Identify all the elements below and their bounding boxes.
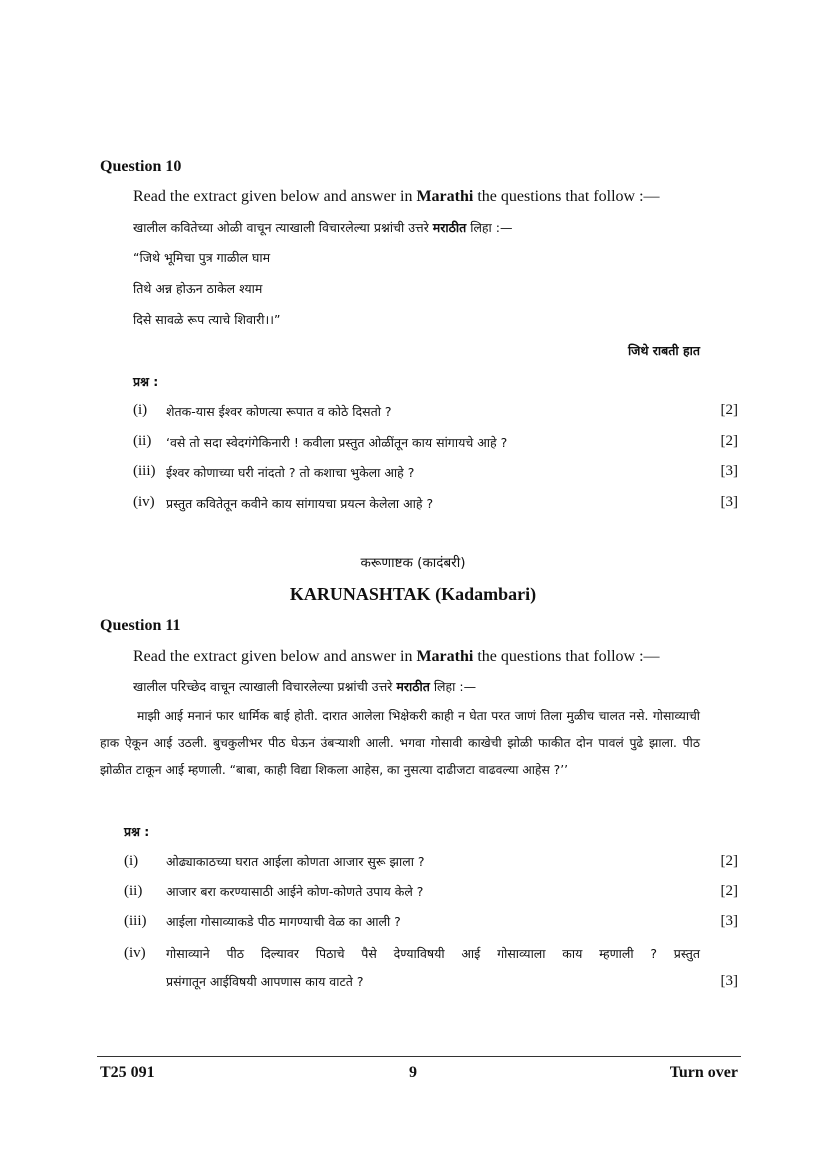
q10-instr-en-pre: Read the extract given below and answer in: [133, 188, 417, 205]
q11-item-1-text: ओढ्याकाठच्या घरात आईला कोणता आजार सुरू झाला ?: [166, 854, 425, 869]
q11-item-2-num: (ii): [124, 883, 143, 899]
turn-over-note: Turn over: [669, 1064, 738, 1081]
q11-instr-mr-post: लिहा :—: [429, 679, 477, 694]
section-title-english: KARUNASHTAK (Kadambari): [289, 584, 537, 604]
q11-item-4-marks: [3]: [720, 973, 738, 989]
q11-item-3-num: (iii): [124, 913, 147, 929]
poem-line-3: दिसे सावळे रूप त्याचे शिवारी।।”: [133, 312, 281, 327]
q10-item-4-num: (iv): [133, 494, 155, 510]
q11-instr-en-pre: Read the extract given below and answer in: [133, 648, 417, 665]
q10-instr-mr-bold: मराठीत: [432, 220, 467, 235]
q11-passage: माझी आई मनानं फार धार्मिक बाई होती. दारात आलेला भिक्षेकरी काही न घेता परत जाणं तिला मुळीच चालत नसे. गोसाव्याची हाक ऐकून आई उठली. बुचकुलीभर पीठ घेऊन उंबऱ्याशी आली. भगवा गोसावी काखेची झोळी फाकीत दोन पावलं पुढे झाला. पीठ झोळीत टाकून आई म्हणाली. “बाबा, काही विद्या शिकला आहेस, का नुसत्या दाढीजटा वाढवल्या आहेस ?’’: [100, 709, 700, 777]
q10-item-2-text: ‘वसे तो सदा स्वेदगंगेकिनारी ! कवीला प्रस्तुत ओळींतून काय सांगायचे आहे ?: [166, 435, 508, 450]
q11-item-4-num: (iv): [124, 945, 146, 961]
footer-divider: [97, 1056, 741, 1057]
q11-item-1-marks: [2]: [720, 853, 738, 869]
poem-line-1: “जिथे भूमिचा पुत्र गाळील घाम: [133, 250, 271, 265]
q10-prashna-label: प्रश्न :: [133, 374, 159, 389]
q11-item-3-marks: [3]: [720, 913, 738, 929]
q10-instruction-english: [133, 188, 660, 206]
q11-item-1-num: (i): [124, 853, 139, 869]
q10-instr-mr-post: लिहा :—: [466, 220, 513, 235]
q10-instruction-marathi: [133, 219, 512, 236]
q10-item-3-marks: [3]: [720, 463, 738, 479]
q11-instruction-marathi: [133, 678, 476, 695]
q11-item-3-text: आईला गोसाव्याकडे पीठ मागण्याची वेळ का आली ?: [166, 914, 401, 929]
q10-item-4-marks: [3]: [720, 494, 738, 510]
q11-item-2-text: आजार बरा करण्यासाठी आईने कोण-कोणते उपाय केले ?: [166, 884, 424, 899]
q11-item-4-text: गोसाव्याने पीठ दिल्यावर पिठाचे पैसे देण्याविषयी आई गोसाव्याला काय म्हणाली ? प्रस्तुत: [166, 946, 700, 961]
poem-source: जिथे राबती हात: [627, 343, 700, 358]
q10-item-2-num: (ii): [133, 433, 152, 449]
section-title-marathi: करूणाष्टक (कादंबरी): [360, 555, 466, 571]
q10-item-2-marks: [2]: [720, 433, 738, 449]
q10-item-3-num: (iii): [133, 463, 156, 479]
paper-code: T25 091: [100, 1064, 155, 1081]
question-11-heading: Question 11: [100, 617, 181, 634]
q10-item-1-text: शेतक-यास ईश्वर कोणत्या रूपात व कोठे दिसतो ?: [166, 404, 392, 419]
q11-instr-en-bold: Marathi: [416, 648, 474, 665]
q11-instr-en-post: the questions that follow :—: [473, 648, 660, 665]
q10-item-3-text: ईश्वर कोणाच्या घरी नांदतो ? तो कशाचा भुकेला आहे ?: [166, 465, 415, 480]
q11-instr-mr-pre: खालील परिच्छेद वाचून त्याखाली विचारलेल्या प्रश्नांची उत्तरे: [133, 679, 397, 694]
poem-line-2: तिथे अन्न होऊन ठाकेल श्याम: [133, 281, 263, 296]
q11-prashna-label: प्रश्न :: [124, 824, 150, 839]
q10-item-4-text: प्रस्तुत कवितेतून कवीने काय सांगायचा प्रयत्न केलेला आहे ?: [166, 496, 434, 511]
q10-instr-en-bold: Marathi: [416, 188, 474, 205]
page-number: 9: [409, 1064, 417, 1081]
q10-instr-en-post: the questions that follow :—: [473, 188, 660, 205]
q10-item-1-marks: [2]: [720, 402, 738, 418]
q10-instr-mr-pre: खालील कवितेच्या ओळी वाचून त्याखाली विचारलेल्या प्रश्नांची उत्तरे: [133, 220, 433, 235]
q10-item-1-num: (i): [133, 402, 148, 418]
q11-instruction-english: [133, 648, 660, 666]
q11-instr-mr-bold: मराठीत: [396, 679, 430, 694]
question-10-heading: Question 10: [100, 158, 182, 175]
q11-item-4-text-continued: प्रसंगातून आईविषयी आपणास काय वाटते ?: [166, 974, 364, 989]
q11-item-2-marks: [2]: [720, 883, 738, 899]
